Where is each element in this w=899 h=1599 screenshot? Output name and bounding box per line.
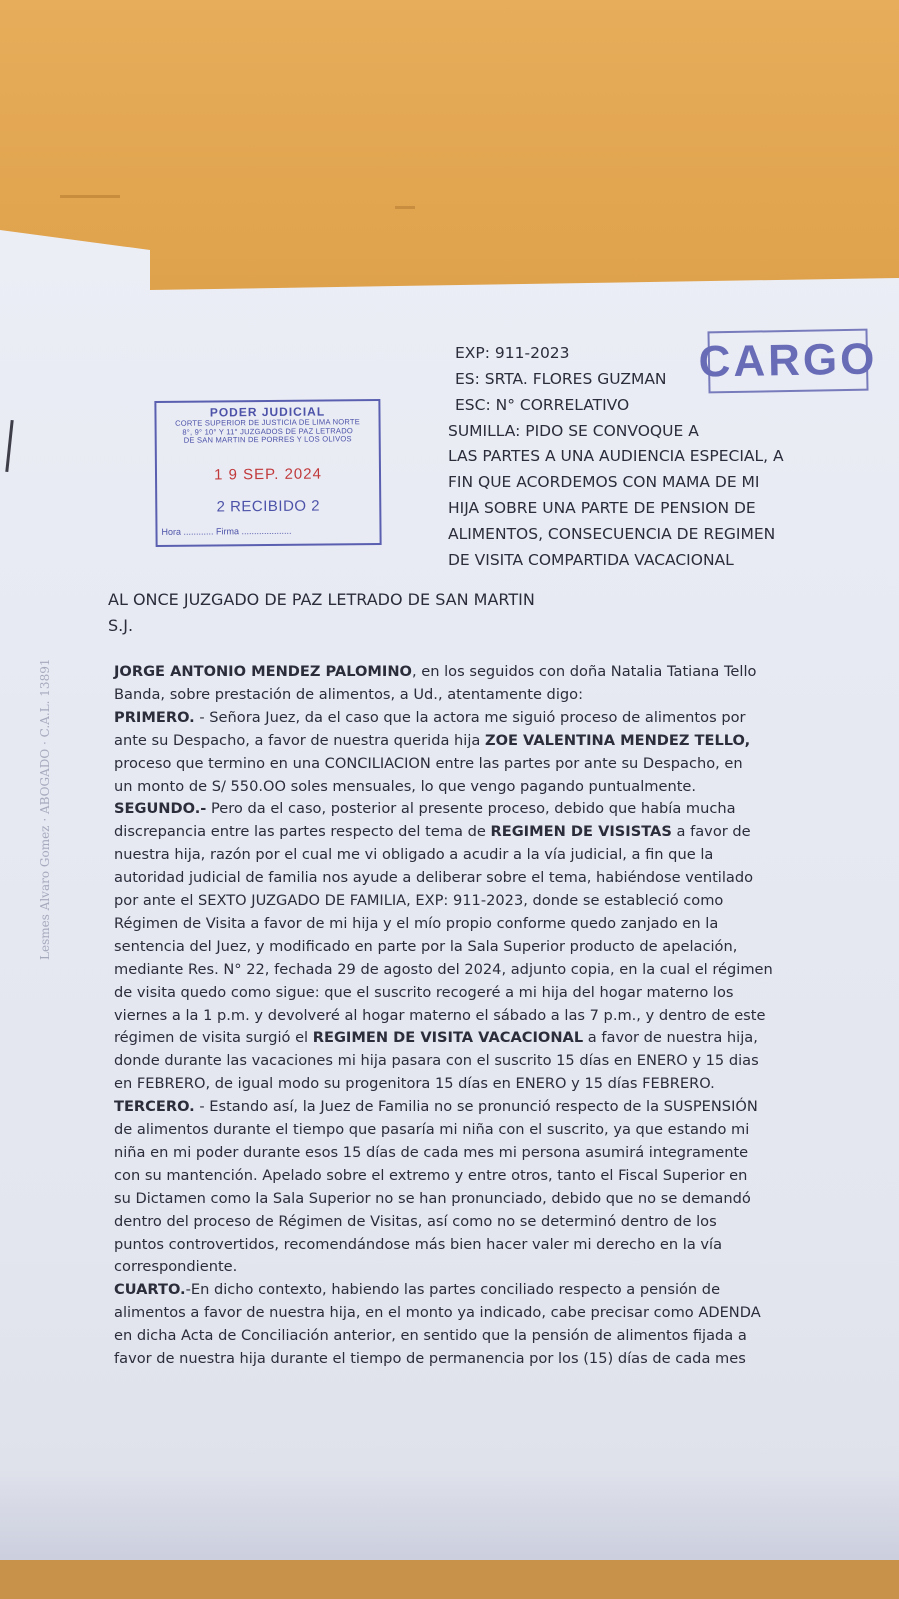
body-text: viernes a la 1 p.m. y devolveré al hogar materno el sábado a las 7 p.m., y dentro de este (114, 1006, 766, 1024)
body-line (114, 1213, 717, 1230)
body-line (114, 915, 718, 932)
body-text: - Señora Juez, da el caso que la actora me siguió proceso de alimentos por (194, 708, 746, 726)
sumilla-line: FIN QUE ACORDEMOS CON MAMA DE MI (448, 473, 760, 491)
body-text: favor de nuestra hija durante el tiempo de permanencia por los (15) días de cada mes (114, 1350, 746, 1367)
body-line (114, 846, 713, 863)
stamp-court-line: CORTE SUPERIOR DE JUSTICIA DE LIMA NORTE (175, 417, 361, 428)
stamp-court-line: 8°, 9° 10° Y 11° JUZGADOS DE PAZ LETRADO (182, 425, 353, 437)
body-line (114, 778, 696, 795)
body-text: con su mantención. Apelado sobre el extremo y entre otros, tanto el Fiscal Superior en (114, 1166, 748, 1184)
expediente-number: EXP: 911-2023 (455, 344, 570, 362)
body-text: proceso que termino en una CONCILIACION entre las partes por ante su Despacho, en (114, 754, 743, 772)
body-text: niña en mi poder durante esos 15 días de cada mes mi persona asumirá integramente (114, 1143, 749, 1161)
body-line (114, 1304, 761, 1321)
bold-text: CUARTO. (114, 1281, 186, 1299)
body-text: nuestra hija, razón por el cual me vi obligado a acudir a la vía judicial, a fin que la (114, 846, 714, 864)
envelope-bottom (0, 1560, 899, 1599)
sumilla-line: HIJA SOBRE UNA PARTE DE PENSION DE (448, 499, 756, 517)
body-line (114, 1144, 748, 1161)
body-text: Régimen de Visita a favor de mi hija y el mío propio conforme quedo zanjado en la (114, 914, 719, 932)
envelope-crease (395, 206, 415, 209)
body-text: donde durante las vacaciones mi hija pasara con el suscrito 15 días en ENERO y 15 dias (114, 1052, 759, 1070)
body-line (114, 869, 753, 886)
body-text: Pero da el caso, posterior al presente proceso, debido que había mucha (206, 800, 736, 818)
body-line (114, 1007, 766, 1024)
body-line (114, 1075, 715, 1092)
side-signature: Lesmes Alvaro Gomez · ABOGADO · C.A.L. 13891 (38, 658, 52, 960)
sumilla-line: LAS PARTES A UNA AUDIENCIA ESPECIAL, A (448, 447, 784, 465)
body-text: dentro del proceso de Régimen de Visitas, así como no se determinó dentro de los (114, 1212, 717, 1230)
body-text: en FEBRERO, de igual modo su progenitora 15 días en ENERO y 15 días FEBRERO. (114, 1075, 715, 1093)
stamp-date: 1 9 SEP. 2024 (214, 465, 322, 484)
body-line (114, 938, 737, 955)
body-text: puntos controvertidos, recomendándose más bien hacer valer mi derecho en la vía (114, 1235, 723, 1253)
bold-text: PRIMERO. (114, 708, 195, 726)
body-text: régimen de visita surgió el (114, 1029, 313, 1047)
stamp-court (157, 418, 379, 446)
body-text: autoridad judicial de familia nos ayude a deliberar sobre el tema, habiéndose ventilado (114, 869, 754, 887)
stamp-received: 2 RECIBIDO 2 (216, 497, 321, 516)
body-text: de alimentos durante el tiempo que pasaría mi niña con el suscrito, ya que estando mi (114, 1121, 750, 1138)
body-text: correspondiente. (114, 1258, 238, 1276)
body-line (114, 732, 750, 749)
body-text: por ante el SEXTO JUZGADO DE FAMILIA, EXP: 911-2023, donde se estableció como (114, 892, 724, 909)
body-line (114, 1098, 758, 1115)
escrito-number: ESC: N° CORRELATIVO (455, 396, 630, 414)
bold-text: JORGE ANTONIO MENDEZ PALOMINO (114, 663, 412, 680)
stamp-court-line: DE SAN MARTIN DE PORRES Y LOS OLIVOS (183, 434, 352, 445)
body-line (114, 1029, 758, 1046)
sumilla-line: SUMILLA: PIDO SE CONVOQUE A (448, 422, 699, 440)
body-line (114, 1281, 720, 1298)
body-line (114, 686, 583, 703)
addressee-sj: S.J. (108, 616, 134, 635)
body-text: su Dictamen como la Sala Superior no se han pronunciado, debido que no se demandó (114, 1189, 751, 1207)
stamp-footer: Hora ............ Firma .................... (161, 525, 292, 537)
body-line (114, 1350, 746, 1367)
body-text: a favor de nuestra hija, (583, 1029, 758, 1047)
body-line (114, 1236, 722, 1253)
sumilla-line: ALIMENTOS, CONSECUENCIA DE REGIMEN (448, 525, 776, 543)
body-text: de visita quedo como sigue: que el suscrito recogeré a mi hija del hogar materno los (114, 983, 734, 1001)
cargo-stamp: CARGO (707, 329, 868, 394)
body-line (114, 961, 773, 978)
addressee-court: AL ONCE JUZGADO DE PAZ LETRADO DE SAN MARTIN (108, 590, 535, 609)
stamp-title: PODER JUDICIAL (209, 404, 326, 420)
body-text: ante su Despacho, a favor de nuestra querida hija (114, 731, 485, 749)
body-text: - Estando así, la Juez de Familia no se pronunció respecto de la SUSPENSIÓN (194, 1098, 758, 1116)
body-line (114, 663, 756, 680)
body-text: discrepancia entre las partes respecto del tema de (114, 823, 491, 841)
body-line (114, 1121, 749, 1138)
body-line (114, 1327, 747, 1344)
envelope-crease (60, 195, 120, 198)
reception-stamp (154, 399, 381, 547)
body-line (114, 1167, 747, 1184)
body-line (114, 709, 746, 726)
body-text: -En dicho contexto, habiendo las partes conciliado respecto a pensión de (185, 1281, 721, 1299)
body-text: Banda, sobre prestación de alimentos, a Ud., atentamente digo: (114, 685, 583, 703)
body-text: alimentos a favor de nuestra hija, en el monto ya indicado, cabe precisar como ADENDA (114, 1304, 761, 1322)
body-line (114, 984, 733, 1001)
body-line (114, 755, 743, 772)
bold-text: REGIMEN DE VISITA VACACIONAL (312, 1029, 584, 1047)
body-text: en dicha Acta de Conciliación anterior, en sentido que la pensión de alimentos fijada a (114, 1327, 747, 1345)
body-text: a favor de (671, 823, 751, 841)
bold-text: TERCERO. (114, 1098, 195, 1116)
body-text: mediante Res. N° 22, fechada 29 de agosto del 2024, adjunto copia, en la cual el régimen (114, 960, 773, 978)
body-line (114, 800, 736, 817)
body-line (114, 1190, 751, 1207)
body-line (114, 1052, 759, 1069)
bold-text: REGIMEN DE VISISTAS (490, 823, 672, 841)
body-line (114, 892, 723, 909)
body-line (114, 1258, 237, 1275)
sumilla-line: DE VISITA COMPARTIDA VACACIONAL (448, 551, 734, 569)
body-line (114, 823, 751, 840)
body-text: , en los seguidos con doña Natalia Tatiana Tello (411, 663, 757, 680)
body-text: sentencia del Juez, y modificado en parte por la Sala Superior producto de apelación, (114, 937, 738, 955)
bold-text: SEGUNDO.- (114, 800, 207, 818)
bold-text: ZOE VALENTINA MENDEZ TELLO, (485, 731, 751, 749)
secretary-name: ES: SRTA. FLORES GUZMAN (455, 370, 667, 388)
body-text: un monto de S/ 550.OO soles mensuales, lo que vengo pagando puntualmente. (114, 777, 697, 795)
